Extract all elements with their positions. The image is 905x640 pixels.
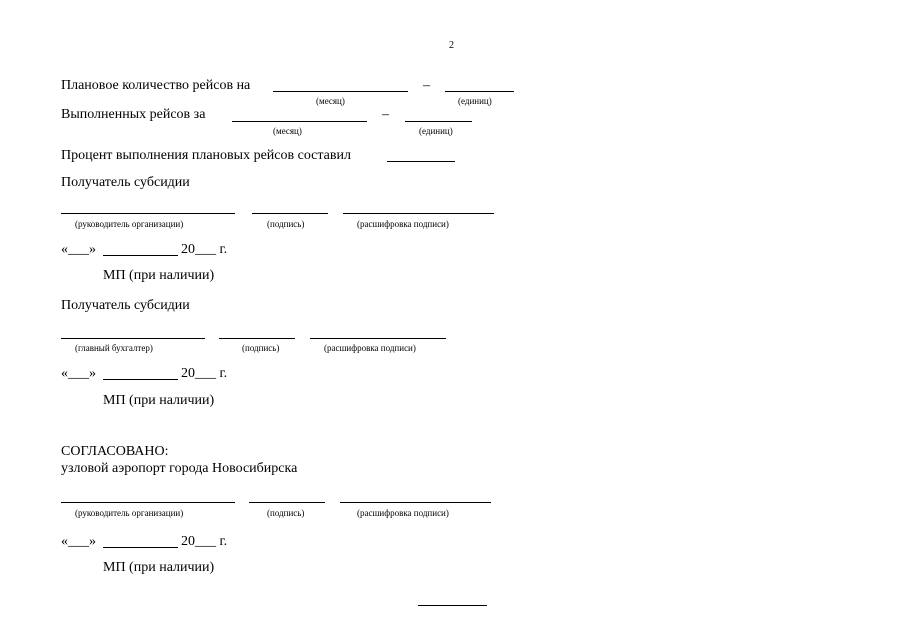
approval-heading: СОГЛАСОВАНО: [61,444,169,459]
head-signature-blank [252,213,328,214]
accountant-role-blank [61,338,205,339]
accountant-date-year: 20___ г. [181,366,228,381]
completed-units-blank [405,121,472,122]
recipient-accountant-heading: Получатель субсидии [61,298,190,313]
completed-month-caption: (месяц) [273,126,302,136]
planned-month-caption: (месяц) [316,96,345,106]
completion-percent-label: Процент выполнения плановых рейсов составил [61,148,351,163]
accountant-signature-caption: (подпись) [242,343,280,353]
planned-dash: – [423,78,430,93]
completed-units-caption: (единиц) [419,126,453,136]
approval-decoding-caption: (расшифровка подписи) [357,508,449,518]
accountant-signature-blank [219,338,295,339]
planned-month-blank [273,91,408,92]
head-decoding-blank [343,213,494,214]
head-signature-caption: (подпись) [267,219,305,229]
planned-units-blank [445,91,514,92]
head-role-blank [61,213,235,214]
page-number: 2 [449,40,454,51]
accountant-decoding-blank [310,338,446,339]
head-date-year: 20___ г. [181,242,228,257]
accountant-role-caption: (главный бухгалтер) [75,343,153,353]
approval-organization: узловой аэропорт города Новосибирска [61,461,298,476]
recipient-head-heading: Получатель субсидии [61,175,190,190]
head-date-month-blank [103,255,178,256]
completed-dash: – [382,107,389,122]
accountant-date-month-blank [103,379,178,380]
completion-percent-blank [387,161,455,162]
approval-date-quote: «___» [61,534,96,549]
head-stamp: МП (при наличии) [103,268,215,283]
approval-date-year: 20___ г. [181,534,228,549]
completed-month-blank [232,121,367,122]
completed-flights-label: Выполненных рейсов за [61,107,206,122]
planned-units-caption: (единиц) [458,96,492,106]
accountant-decoding-caption: (расшифровка подписи) [324,343,416,353]
planned-flights-label: Плановое количество рейсов на [61,78,251,93]
accountant-date-quote: «___» [61,366,96,381]
head-role-caption: (руководитель организации) [75,219,184,229]
approval-date-month-blank [103,547,178,548]
approval-signature-caption: (подпись) [267,508,305,518]
head-decoding-caption: (расшифровка подписи) [357,219,449,229]
head-date-quote: «___» [61,242,96,257]
accountant-stamp: МП (при наличии) [103,393,215,408]
approval-signature-blank [249,502,325,503]
approval-stamp: МП (при наличии) [103,560,215,575]
approval-role-blank [61,502,235,503]
approval-decoding-blank [340,502,491,503]
footer-separator [418,605,487,606]
approval-role-caption: (руководитель организации) [75,508,184,518]
